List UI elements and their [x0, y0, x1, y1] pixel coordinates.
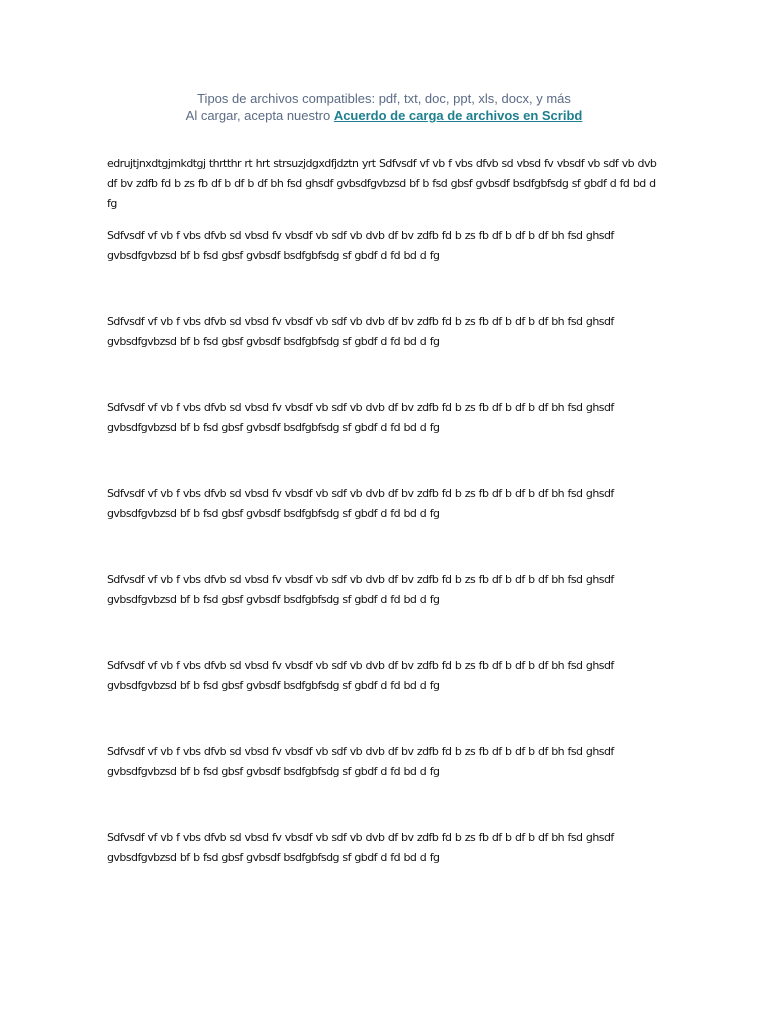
supported-formats-text: Tipos de archivos compatibles: pdf, txt, doc, ppt, xls, docx, y más [197, 91, 571, 106]
document-paragraph: Sdfvsdf vf vb f vbs dfvb sd vbsd fv vbsdf vb sdf vb dvb df bv zdfb fd b zs fb df b df b df bh fsd ghsdf gvbsdfgvbzsd bf b fsd gbsf gvbsdf bsdfgbfsdg sf gbdf d fd bd d fg [107, 487, 614, 520]
upload-notice [0, 90, 768, 124]
document-paragraph: Sdfvsdf vf vb f vbs dfvb sd vbsd fv vbsdf vb sdf vb dvb df bv zdfb fd b zs fb df b df b df bh fsd ghsdf gvbsdfgvbzsd bf b fsd gbsf gvbsdf bsdfgbfsdg sf gbdf d fd bd d fg [107, 831, 614, 864]
document-paragraph: Sdfvsdf vf vb f vbs dfvb sd vbsd fv vbsdf vb sdf vb dvb df bv zdfb fd b zs fb df b df b df bh fsd ghsdf gvbsdfgvbzsd bf b fsd gbsf gvbsdf bsdfgbfsdg sf gbdf d fd bd d fg [107, 401, 614, 434]
document-intro-paragraph: edrujtjnxdtgjmkdtgj thrtthr rt hrt strsuzjdgxdfjdztn yrt Sdfvsdf vf vb f vbs dfvb sd vbsd fv vbsdf vb sdf vb dvb df bv zdfb fd b zs fb df b df b df bh fsd ghsdf gvbsdfgvbzsd bf b fsd gbsf gvbsdf bsdfgbfsdg sf gbdf d fd bd d fg [107, 157, 657, 210]
document-paragraph: Sdfvsdf vf vb f vbs dfvb sd vbsd fv vbsdf vb sdf vb dvb df bv zdfb fd b zs fb df b df b df bh fsd ghsdf gvbsdfgvbzsd bf b fsd gbsf gvbsdf bsdfgbfsdg sf gbdf d fd bd d fg [107, 659, 614, 692]
document-paragraph: Sdfvsdf vf vb f vbs dfvb sd vbsd fv vbsdf vb sdf vb dvb df bv zdfb fd b zs fb df b df b df bh fsd ghsdf gvbsdfgvbzsd bf b fsd gbsf gvbsdf bsdfgbfsdg sf gbdf d fd bd d fg [107, 745, 614, 778]
document-paragraph: Sdfvsdf vf vb f vbs dfvb sd vbsd fv vbsdf vb sdf vb dvb df bv zdfb fd b zs fb df b df b df bh fsd ghsdf gvbsdfgvbzsd bf b fsd gbsf gvbsdf bsdfgbfsdg sf gbdf d fd bd d fg [107, 573, 614, 606]
document-body [107, 154, 667, 914]
document-paragraph: Sdfvsdf vf vb f vbs dfvb sd vbsd fv vbsdf vb sdf vb dvb df bv zdfb fd b zs fb df b df b df bh fsd ghsdf gvbsdfgvbzsd bf b fsd gbsf gvbsdf bsdfgbfsdg sf gbdf d fd bd d fg [107, 315, 614, 348]
document-paragraph: Sdfvsdf vf vb f vbs dfvb sd vbsd fv vbsdf vb sdf vb dvb df bv zdfb fd b zs fb df b df b df bh fsd ghsdf gvbsdfgvbzsd bf b fsd gbsf gvbsdf bsdfgbfsdg sf gbdf d fd bd d fg [107, 229, 614, 262]
upload-agreement-line [0, 107, 768, 124]
upload-agreement-prefix: Al cargar, acepta nuestro [185, 108, 331, 123]
upload-agreement-link[interactable]: Acuerdo de carga de archivos en Scribd [333, 108, 583, 123]
